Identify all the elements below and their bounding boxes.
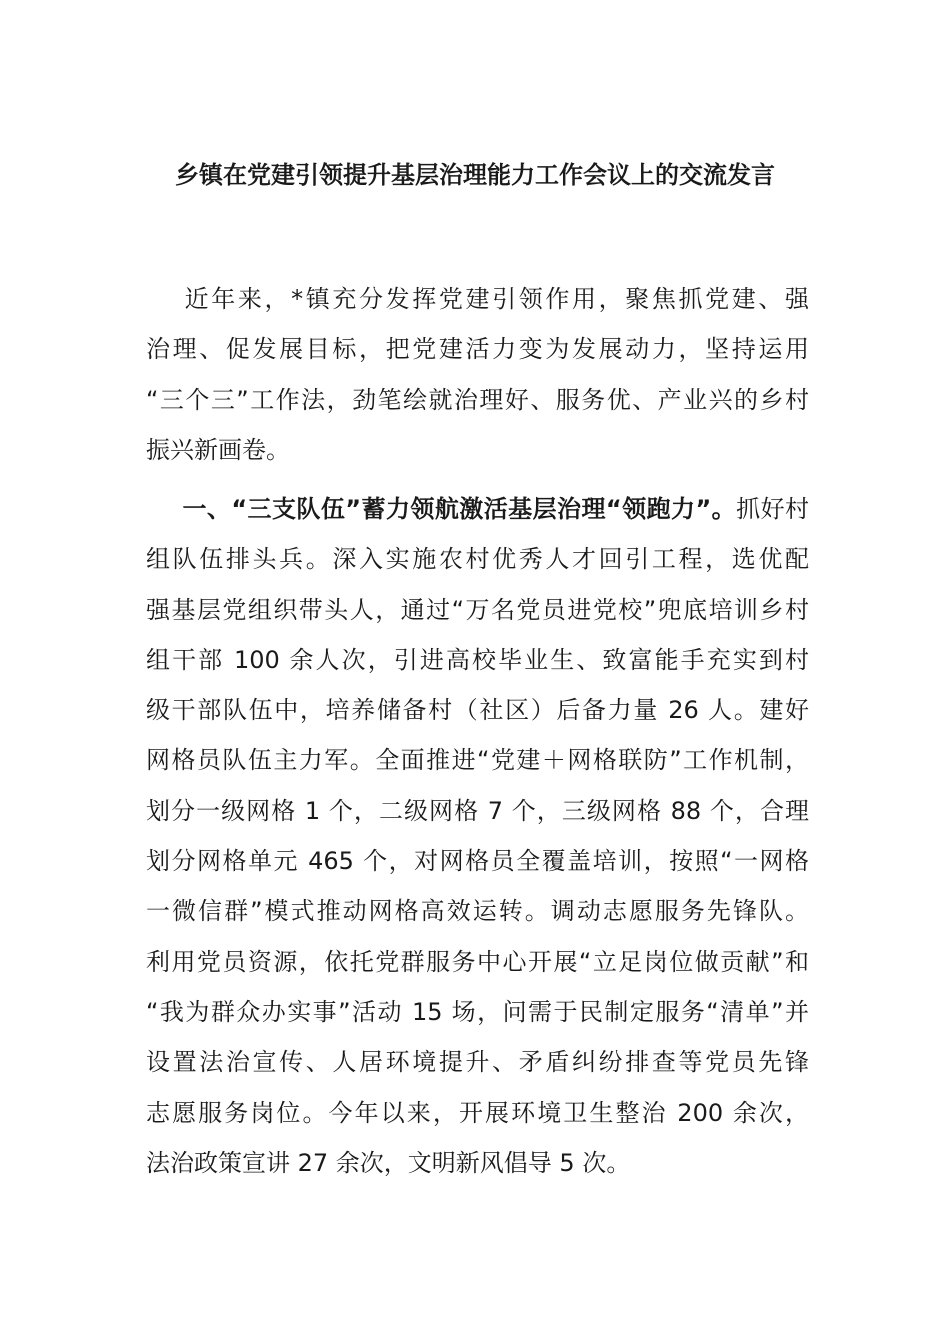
line-text: 近年来，*镇充分发挥党建引领作用，聚焦抓党建、强	[182, 285, 809, 313]
paragraph-intro	[146, 274, 809, 475]
paragraph-line: 一微信群”模式推动网格高效运转。调动志愿服务先锋队。	[146, 897, 809, 926]
section-heading: 一、“三支队伍”蓄力领航激活基层治理“领跑力”。	[182, 495, 737, 523]
paragraph-line: 组干部 100 余人次，引进高校毕业生、致富能手充实到村	[146, 645, 809, 674]
paragraph-line: 强基层党组织带头人，通过“万名党员进党校”兜底培训乡村	[146, 595, 809, 624]
paragraph-line	[146, 484, 809, 534]
paragraph-line: 级干部队伍中，培养储备村（社区）后备力量 26 人。建好	[146, 696, 809, 725]
paragraph-line: 网格员队伍主力军。全面推进“党建＋网格联防”工作机制，	[146, 746, 809, 775]
paragraph-line: 划分一级网格 1 个，二级网格 7 个，三级网格 88 个，合理	[146, 796, 809, 825]
paragraph-line: 治理、促发展目标，把党建活力变为发展动力，坚持运用	[146, 335, 809, 364]
paragraph-line	[146, 274, 809, 324]
paragraph-line: 划分网格单元 465 个，对网格员全覆盖培训，按照“一网格	[146, 847, 809, 876]
line-text: 抓好村	[736, 495, 810, 523]
paragraph-line: “三个三”工作法，劲笔绘就治理好、服务优、产业兴的乡村	[146, 385, 809, 414]
paragraph-line: “我为群众办实事”活动 15 场，问需于民制定服务“清单”并	[146, 997, 809, 1026]
paragraph-line: 利用党员资源，依托党群服务中心开展“立足岗位做贡献”和	[146, 947, 809, 976]
paragraph-line: 组队伍排头兵。深入实施农村优秀人才回引工程，选优配	[146, 545, 809, 574]
paragraph-section-one	[146, 484, 809, 1188]
paragraph-line: 法治政策宣讲 27 余次，文明新风倡导 5 次。	[146, 1148, 631, 1177]
paragraph-line: 设置法治宣传、人居环境提升、矛盾纠纷排查等党员先锋	[146, 1048, 809, 1077]
document-title: 乡镇在党建引领提升基层治理能力工作会议上的交流发言	[175, 161, 775, 189]
paragraph-line: 振兴新画卷。	[146, 435, 290, 464]
paragraph-line: 志愿服务岗位。今年以来，开展环境卫生整治 200 余次，	[146, 1098, 809, 1127]
